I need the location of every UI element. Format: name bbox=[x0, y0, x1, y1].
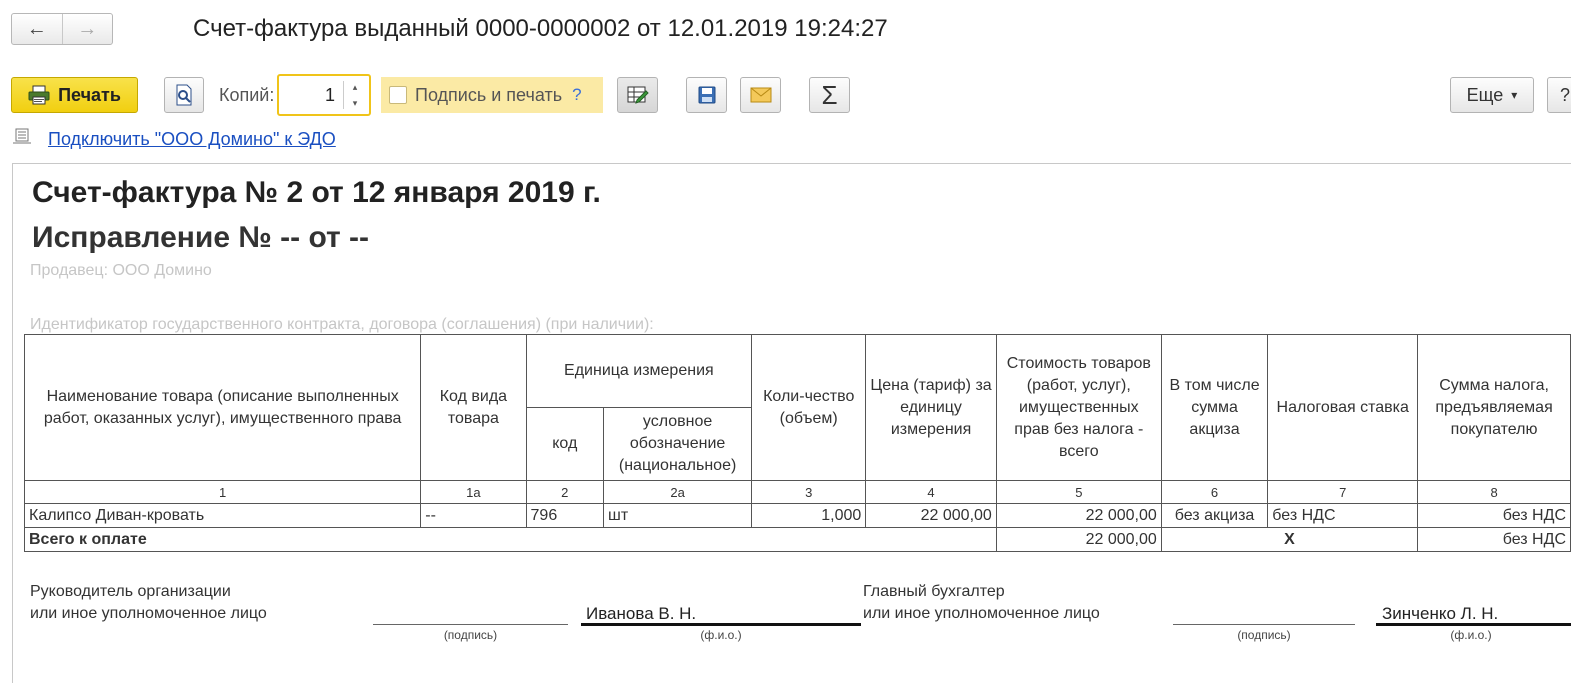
column-numbers-row bbox=[25, 481, 1571, 504]
sum-button[interactable] bbox=[809, 77, 850, 113]
accountant-sign-line bbox=[1173, 624, 1355, 625]
col-number: 2 bbox=[526, 481, 604, 504]
copies-spinner[interactable] bbox=[343, 81, 366, 109]
col-name-header: Наименование товара (описание выполненных работ, оказанных услуг), имущественного права bbox=[25, 335, 421, 481]
col-tax-header: Сумма налога, предъявляемая покупателю bbox=[1418, 335, 1571, 481]
save-icon bbox=[697, 85, 717, 105]
col-number: 2а bbox=[604, 481, 752, 504]
col-number: 6 bbox=[1161, 481, 1268, 504]
accountant-label-2: или иное уполномоченное лицо bbox=[863, 605, 1100, 622]
row-excise: без акциза bbox=[1161, 504, 1268, 528]
envelope-icon bbox=[750, 87, 772, 103]
more-label: Еще bbox=[1466, 84, 1504, 105]
head-name: Иванова В. Н. bbox=[586, 604, 697, 623]
preview-button[interactable] bbox=[164, 77, 204, 113]
col-unit-code-header: код bbox=[526, 408, 604, 481]
copies-value: 1 bbox=[324, 85, 335, 105]
edit-button[interactable] bbox=[617, 77, 658, 113]
edit-table-icon bbox=[627, 85, 649, 105]
back-button[interactable] bbox=[12, 14, 62, 44]
head-name-line bbox=[581, 623, 861, 626]
arrow-left-icon: ← bbox=[26, 17, 47, 40]
col-kind-code-header: Код вида товара bbox=[421, 335, 526, 481]
col-number: 4 bbox=[866, 481, 997, 504]
window-title: Счет-фактура выданный 0000-0000002 от 12.01.2019 19:24:27 bbox=[193, 15, 888, 42]
total-x: X bbox=[1161, 528, 1417, 552]
sign-and-stamp bbox=[381, 77, 603, 113]
col-number: 7 bbox=[1268, 481, 1418, 504]
col-unit-sym-header: условное обозначение (национальное) bbox=[604, 408, 752, 481]
spin-down-icon[interactable]: ▾ bbox=[352, 98, 358, 108]
edo-icon bbox=[12, 128, 32, 146]
row-kind-code: -- bbox=[421, 504, 526, 528]
accountant-name-line bbox=[1376, 623, 1571, 626]
sigma-icon: Σ bbox=[821, 79, 838, 110]
save-button[interactable] bbox=[686, 77, 727, 113]
col-cost-header: Стоимость товаров (работ, услуг), имущественных прав без налога - всего bbox=[996, 335, 1161, 481]
col-rate-header: Налоговая ставка bbox=[1268, 335, 1418, 481]
copies-input[interactable] bbox=[277, 74, 371, 116]
col-number: 1а bbox=[421, 481, 526, 504]
row-tax: без НДС bbox=[1418, 504, 1571, 528]
row-unit-code: 796 bbox=[526, 504, 604, 528]
seller-line: Продавец: ООО Домино bbox=[30, 262, 212, 279]
col-number: 3 bbox=[752, 481, 866, 504]
row-rate: без НДС bbox=[1268, 504, 1418, 528]
edo-connect-link[interactable]: Подключить "ООО Домино" к ЭДО bbox=[48, 129, 336, 149]
question-icon: ? bbox=[1560, 84, 1571, 105]
head-label-1: Руководитель организации bbox=[30, 583, 231, 600]
sign-label: Подпись и печать bbox=[415, 84, 563, 105]
total-cost: 22 000,00 bbox=[996, 528, 1161, 552]
spin-up-icon[interactable]: ▴ bbox=[352, 82, 358, 92]
head-fio-caption: (ф.и.о.) bbox=[700, 628, 742, 642]
accountant-fio-caption: (ф.и.о.) bbox=[1450, 628, 1492, 642]
more-button[interactable] bbox=[1450, 77, 1534, 113]
row-unit-sym: шт bbox=[604, 504, 752, 528]
copies-label: Копий: bbox=[219, 85, 275, 105]
preview-icon bbox=[174, 84, 194, 106]
email-button[interactable] bbox=[740, 77, 781, 113]
row-qty: 1,000 bbox=[752, 504, 866, 528]
help-button[interactable] bbox=[1547, 77, 1571, 113]
print-button[interactable] bbox=[11, 77, 138, 113]
row-cost: 22 000,00 bbox=[996, 504, 1161, 528]
col-number: 8 bbox=[1418, 481, 1571, 504]
col-price-header: Цена (тариф) за единицу измерения bbox=[866, 335, 997, 481]
help-icon[interactable]: ? bbox=[572, 85, 582, 104]
total-row bbox=[25, 528, 1571, 552]
col-number: 5 bbox=[996, 481, 1161, 504]
nav-buttons bbox=[11, 13, 113, 45]
col-number: 1 bbox=[25, 481, 421, 504]
head-label-2: или иное уполномоченное лицо bbox=[30, 605, 267, 622]
total-label: Всего к оплате bbox=[25, 528, 997, 552]
correction-title: Исправление № -- от -- bbox=[32, 221, 370, 254]
col-qty-header: Коли-чество (объем) bbox=[752, 335, 866, 481]
contract-line: Идентификатор государственного контракта, договора (соглашения) (при наличии): bbox=[30, 316, 654, 333]
col-unit-header: Единица измерения bbox=[526, 335, 752, 408]
chevron-down-icon: ▾ bbox=[1511, 88, 1518, 102]
accountant-label-1: Главный бухгалтер bbox=[863, 583, 1005, 600]
table-row bbox=[25, 504, 1571, 528]
row-name: Калипсо Диван-кровать bbox=[25, 504, 421, 528]
total-tax: без НДС bbox=[1418, 528, 1571, 552]
sign-checkbox[interactable] bbox=[389, 86, 407, 104]
invoice-table bbox=[24, 334, 1571, 552]
printer-icon bbox=[28, 85, 50, 105]
head-sign-line bbox=[373, 624, 568, 625]
col-excise-header: В том числе сумма акциза bbox=[1161, 335, 1268, 481]
accountant-sign-caption: (подпись) bbox=[1237, 628, 1291, 642]
forward-button[interactable] bbox=[62, 14, 113, 44]
arrow-right-icon: → bbox=[77, 17, 98, 40]
accountant-name: Зинченко Л. Н. bbox=[1382, 604, 1499, 623]
invoice-title: Счет-фактура № 2 от 12 января 2019 г. bbox=[32, 176, 601, 209]
row-price: 22 000,00 bbox=[866, 504, 997, 528]
print-label: Печать bbox=[58, 84, 121, 105]
head-sign-caption: (подпись) bbox=[443, 628, 498, 642]
